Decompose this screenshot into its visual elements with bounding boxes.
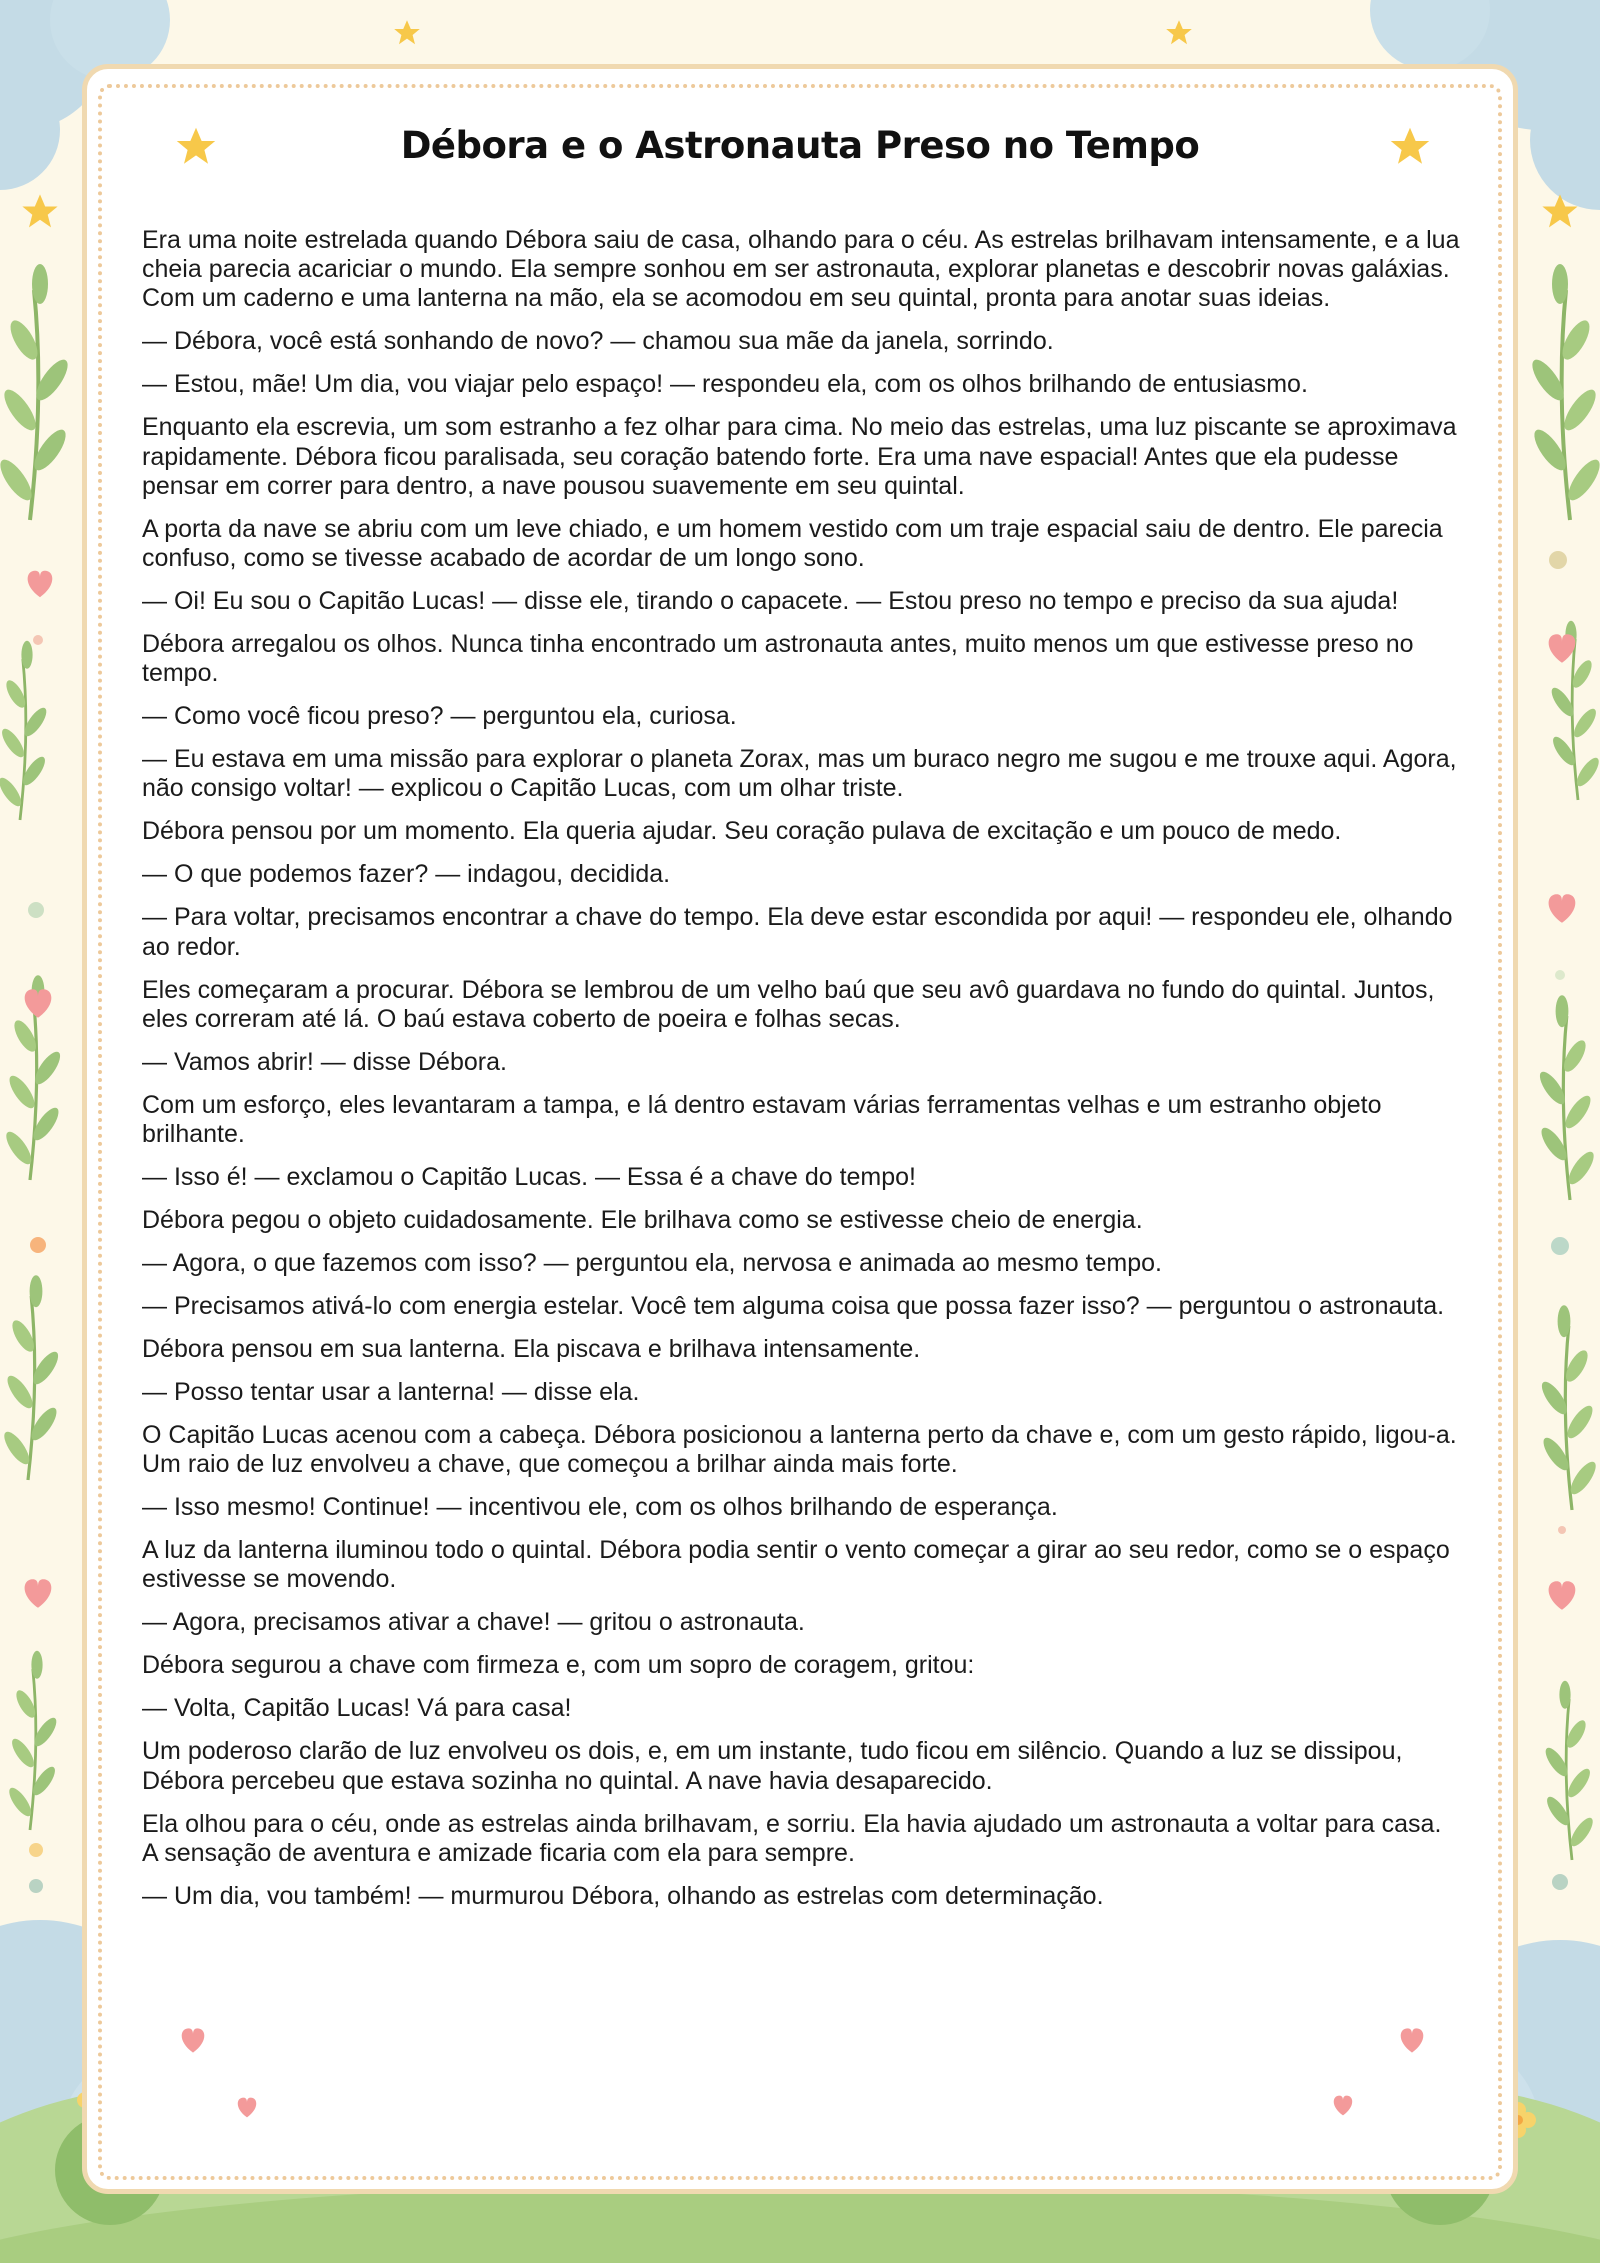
heart-icon [238,2098,256,2118]
story-paragraph: — Isso é! — exclamou o Capitão Lucas. — Essa é a chave do tempo! [142,1163,916,1192]
story-paragraph: Eles começaram a procurar. Débora se lembrou de um velho baú que seu avô guardava no fundo do quintal. Juntos, eles correram até lá. O baú estava coberto de poeira e folhas secas. [142,975,1435,1033]
story-paragraph: — Débora, você está sonhando de novo? — chamou sua mãe da janela, sorrindo. [142,327,1054,356]
story-paragraph: Um poderoso clarão de luz envolveu os dois, e, em um instante, tudo ficou em silêncio. Quando a luz se dissipou, Débora percebeu que estava sozinha no quintal. A nave havia desaparecido. [142,1737,1403,1795]
story-paragraph: A luz da lanterna iluminou todo o quintal. Débora podia sentir o vento começar a girar ao seu redor, como se o espaço estivesse se movendo. [142,1536,1450,1594]
story-paragraph: — Oi! Eu sou o Capitão Lucas! — disse ele, tirando o capacete. — Estou preso no tempo e preciso da sua ajuda! [142,587,1399,616]
story-paragraph: — Posso tentar usar a lanterna! — disse ela. [142,1378,640,1407]
story-paragraph: — Precisamos ativá-lo com energia estelar. Você tem alguma coisa que possa fazer isso? — perguntou o astronauta. [142,1292,1445,1321]
story-paragraph: Era uma noite estrelada quando Débora saiu de casa, olhando para o céu. As estrelas brilhavam intensamente, e a lua cheia parecia acariciar o mundo. Ela sempre sonhou em ser astronauta, explorar planetas e descobrir novas galáxias. Com um caderno e uma lanterna na mão, ela se acomodou em seu quintal, pronta para anotar suas ideias. [142,226,1460,313]
heart-icon [1401,2028,1424,2052]
story-paragraph: O Capitão Lucas acenou com a cabeça. Débora posicionou a lanterna perto da chave e, com um gesto rápido, ligou-a. Um raio de luz envolveu a chave, que começou a brilhar ainda mais forte. [142,1421,1457,1479]
story-paragraph: — Isso mesmo! Continue! — incentivou ele, com os olhos brilhando de esperança. [142,1493,1058,1522]
story-paragraph: — Estou, mãe! Um dia, vou viajar pelo espaço! — respondeu ela, com os olhos brilhando de entusiasmo. [142,370,1308,399]
story-paragraph: Débora pensou em sua lanterna. Ela piscava e brilhava intensamente. [142,1335,921,1364]
story-title: Débora e o Astronauta Preso no Tempo [400,124,1200,167]
story-paragraph: Enquanto ela escrevia, um som estranho a fez olhar para cima. No meio das estrelas, uma luz piscante se aproximava rapidamente. Débora ficou paralisada, seu coração batendo forte. Era uma nave espacial! Antes que ela pudesse pensar em correr para dentro, a nave pousou suavemente em seu quintal. [142,413,1457,500]
story-paragraph: A porta da nave se abriu com um leve chiado, e um homem vestido com um traje espacial saiu de dentro. Ele parecia confuso, como se tivesse acabado de acordar de um longo sono. [142,514,1443,573]
story-paragraph: — Um dia, vou também! — murmurou Débora, olhando as estrelas com determinação. [142,1881,1104,1910]
story-paragraph: — Vamos abrir! — disse Débora. [142,1047,507,1076]
story-paragraph: Débora pensou por um momento. Ela queria ajudar. Seu coração pulava de excitação e um pouco de medo. [142,817,1342,846]
story-paragraph: — Para voltar, precisamos encontrar a chave do tempo. Ela deve estar escondida por aqui! — respondeu ele, olhando ao redor. [142,903,1453,961]
story-paragraph: Débora pegou o objeto cuidadosamente. Ele brilhava como se estivesse cheio de energia. [142,1206,1143,1235]
story-paragraph: Ela olhou para o céu, onde as estrelas ainda brilhavam, e sorriu. Ela havia ajudado um astronauta a voltar para casa. A sensação de aventura e amizade ficaria com ela para sempre. [142,1809,1442,1867]
story-paragraph: — Como você ficou preso? — perguntou ela, curiosa. [142,702,737,731]
story-body [142,226,1462,1925]
story-paragraph: — Agora, o que fazemos com isso? — perguntou ela, nervosa e animada ao mesmo tempo. [142,1249,1162,1278]
story-paragraph: Débora segurou a chave com firmeza e, com um sopro de coragem, gritou: [142,1651,975,1680]
story-paragraph: — Agora, precisamos ativar a chave! — gritou o astronauta. [142,1608,805,1637]
story-paragraph: — Eu estava em uma missão para explorar o planeta Zorax, mas um buraco negro me sugou e me trouxe aqui. Agora, não consigo voltar! — explicou o Capitão Lucas, com um olhar triste. [142,745,1457,803]
heart-icon [1334,2096,1352,2116]
story-paragraph: — Volta, Capitão Lucas! Vá para casa! [142,1694,572,1723]
story-paragraph: — O que podemos fazer? — indagou, decidida. [142,860,671,889]
heart-icon [182,2028,205,2052]
story-paragraph: Débora arregalou os olhos. Nunca tinha encontrado um astronauta antes, muito menos um que estivesse preso no tempo. [142,630,1414,688]
story-paragraph: Com um esforço, eles levantaram a tampa, e lá dentro estavam várias ferramentas velhas e um estranho objeto brilhante. [142,1090,1382,1149]
